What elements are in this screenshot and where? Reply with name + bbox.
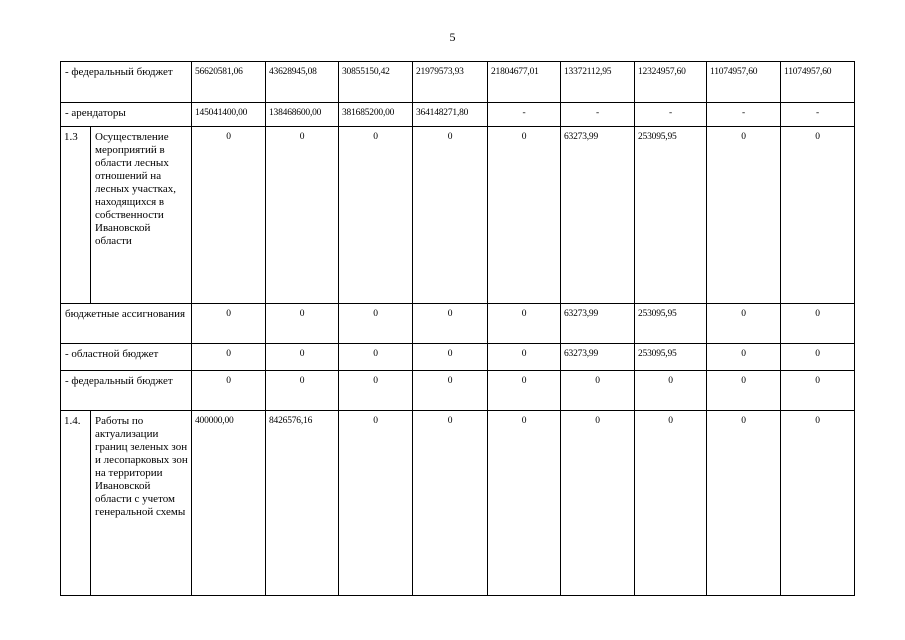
value-cell: 8426576,16 bbox=[266, 411, 339, 596]
table-row bbox=[61, 103, 855, 127]
value-cell: 0 bbox=[707, 411, 781, 596]
row-label: - арендаторы bbox=[61, 103, 192, 127]
value-cell: 0 bbox=[781, 127, 855, 304]
row-label: - областной бюджет bbox=[61, 344, 192, 371]
value-cell: 0 bbox=[781, 371, 855, 411]
value-cell: 0 bbox=[192, 371, 266, 411]
value-cell: 0 bbox=[488, 127, 561, 304]
value-cell: 0 bbox=[339, 371, 413, 411]
row-code: 1.4. bbox=[61, 411, 91, 596]
value-cell: 12324957,60 bbox=[635, 62, 707, 103]
row-label: Осуществление мероприятий в области лесных отношений на лесных участках, находящихся в собственности Ивановской области bbox=[91, 127, 192, 304]
row-label: - федеральный бюджет bbox=[61, 371, 192, 411]
value-cell: 400000,00 bbox=[192, 411, 266, 596]
value-cell: 11074957,60 bbox=[781, 62, 855, 103]
value-cell: 0 bbox=[635, 371, 707, 411]
value-cell: - bbox=[561, 103, 635, 127]
value-cell: 63273,99 bbox=[561, 304, 635, 344]
value-cell: 0 bbox=[266, 304, 339, 344]
table-row bbox=[61, 62, 855, 103]
value-cell: 0 bbox=[339, 304, 413, 344]
value-cell: - bbox=[488, 103, 561, 127]
value-cell: 0 bbox=[266, 127, 339, 304]
value-cell: 13372112,95 bbox=[561, 62, 635, 103]
value-cell: 0 bbox=[707, 127, 781, 304]
value-cell: 0 bbox=[339, 411, 413, 596]
page-number: 5 bbox=[449, 30, 456, 44]
table-row bbox=[61, 371, 855, 411]
row-code: 1.3 bbox=[61, 127, 91, 304]
value-cell: 0 bbox=[707, 344, 781, 371]
row-label: - федеральный бюджет bbox=[61, 62, 192, 103]
value-cell: 0 bbox=[339, 344, 413, 371]
value-cell: - bbox=[781, 103, 855, 127]
value-cell: 0 bbox=[707, 371, 781, 411]
value-cell: 0 bbox=[781, 304, 855, 344]
value-cell: 0 bbox=[488, 344, 561, 371]
value-cell: 0 bbox=[192, 127, 266, 304]
value-cell: 11074957,60 bbox=[707, 62, 781, 103]
value-cell: 138468600,00 bbox=[266, 103, 339, 127]
value-cell: 0 bbox=[561, 411, 635, 596]
value-cell: 381685200,00 bbox=[339, 103, 413, 127]
value-cell: 364148271,80 bbox=[413, 103, 488, 127]
value-cell: 0 bbox=[413, 127, 488, 304]
row-label: Работы по актуализации границ зеленых зон и лесопарковых зон на территории Ивановской области с учетом генеральной схемы bbox=[91, 411, 192, 596]
value-cell: 145041400,00 bbox=[192, 103, 266, 127]
table-row bbox=[61, 344, 855, 371]
value-cell: 0 bbox=[488, 411, 561, 596]
value-cell: 253095,95 bbox=[635, 344, 707, 371]
value-cell: - bbox=[635, 103, 707, 127]
value-cell: 56620581,06 bbox=[192, 62, 266, 103]
value-cell: 63273,99 bbox=[561, 127, 635, 304]
value-cell: - bbox=[707, 103, 781, 127]
value-cell: 253095,95 bbox=[635, 304, 707, 344]
table-row bbox=[61, 127, 855, 304]
value-cell: 0 bbox=[488, 304, 561, 344]
value-cell: 0 bbox=[413, 304, 488, 344]
value-cell: 21804677,01 bbox=[488, 62, 561, 103]
value-cell: 0 bbox=[339, 127, 413, 304]
value-cell: 21979573,93 bbox=[413, 62, 488, 103]
value-cell: 0 bbox=[488, 371, 561, 411]
value-cell: 0 bbox=[413, 344, 488, 371]
value-cell: 0 bbox=[781, 344, 855, 371]
value-cell: 63273,99 bbox=[561, 344, 635, 371]
value-cell: 0 bbox=[413, 371, 488, 411]
row-label: бюджетные ассигнования bbox=[61, 304, 192, 344]
budget-table bbox=[60, 61, 855, 596]
value-cell: 0 bbox=[635, 411, 707, 596]
value-cell: 43628945,08 bbox=[266, 62, 339, 103]
value-cell: 253095,95 bbox=[635, 127, 707, 304]
value-cell: 30855150,42 bbox=[339, 62, 413, 103]
value-cell: 0 bbox=[266, 371, 339, 411]
value-cell: 0 bbox=[192, 344, 266, 371]
value-cell: 0 bbox=[707, 304, 781, 344]
value-cell: 0 bbox=[561, 371, 635, 411]
table-row bbox=[61, 304, 855, 344]
value-cell: 0 bbox=[266, 344, 339, 371]
value-cell: 0 bbox=[413, 411, 488, 596]
value-cell: 0 bbox=[781, 411, 855, 596]
value-cell: 0 bbox=[192, 304, 266, 344]
table-row bbox=[61, 411, 855, 596]
